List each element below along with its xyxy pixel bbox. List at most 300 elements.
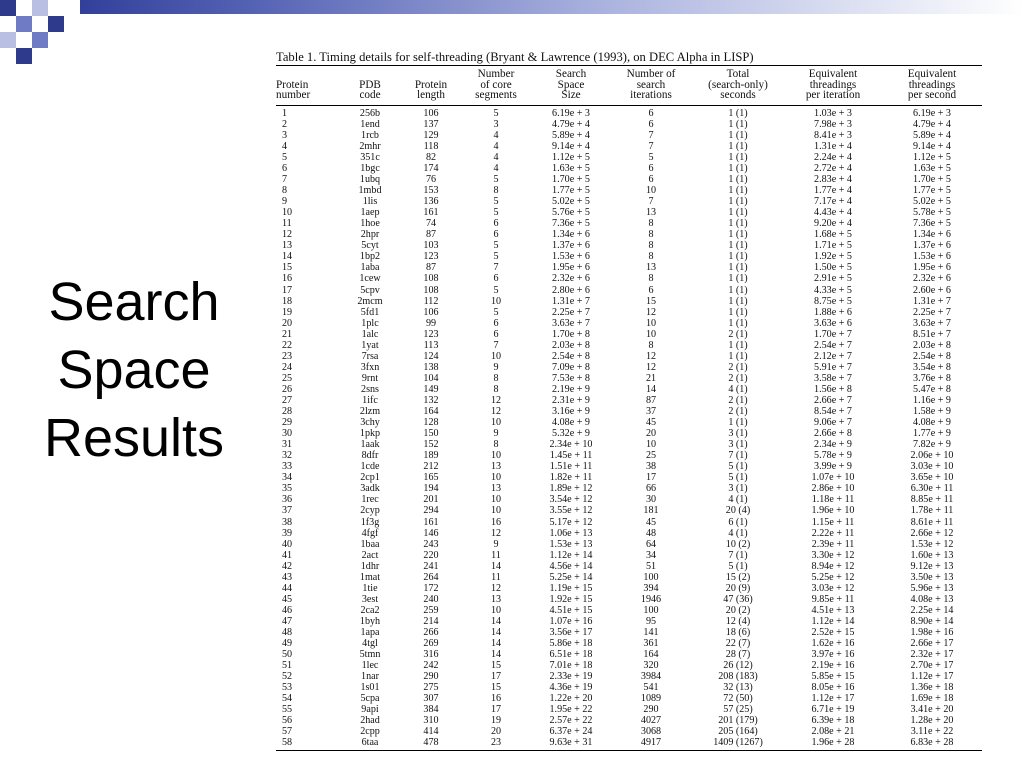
table-cell-protein-number: 51 [282, 660, 293, 672]
table-row [276, 395, 982, 406]
table-cell-total-seconds: 1 (1) [728, 339, 748, 351]
column-header-threadings-per-second [882, 66, 982, 105]
table-cell-threadings-per-iteration: 1.15e + 11 [811, 516, 855, 528]
table-cell-threadings-per-iteration: 1.96e + 10 [811, 505, 855, 517]
table-cell-protein-length: 275 [423, 682, 439, 694]
table-cell-protein-length: 172 [423, 582, 439, 594]
table-cell-threadings-per-iteration: 1.56e + 8 [814, 383, 852, 395]
table-cell-total-seconds: 1 (1) [728, 284, 748, 296]
table-cell-search-iterations: 320 [643, 660, 659, 672]
table-cell-protein-length: 212 [423, 461, 439, 473]
table-cell-protein-length: 194 [423, 483, 439, 495]
table-cell-core-segments: 10 [490, 350, 502, 362]
table-cell-search-space-size: 5.02e + 5 [552, 196, 590, 208]
table-cell-core-segments: 3 [493, 118, 499, 130]
table-cell-search-space-size: 1.95e + 22 [549, 704, 593, 716]
table-cell-protein-length: 269 [423, 638, 439, 650]
table-bottom-rule [276, 750, 982, 751]
table-cell-core-segments: 17 [490, 671, 502, 683]
table-cell-search-space-size: 1.95e + 6 [552, 262, 590, 274]
table-cell-protein-length: 165 [423, 472, 439, 484]
table-cell-core-segments: 16 [490, 693, 502, 705]
table-cell-pdb-code: 5tmn [359, 649, 381, 661]
table-cell-threadings-per-second: 2.70e + 17 [910, 660, 954, 672]
table-cell-protein-number: 40 [282, 538, 293, 550]
table-cell-protein-number: 31 [282, 439, 293, 451]
table-cell-threadings-per-iteration: 3.63e + 6 [814, 317, 852, 329]
table-cell-threadings-per-second: 5.47e + 8 [913, 383, 951, 395]
table-cell-pdb-code: 5cpa [360, 693, 380, 705]
table-cell-threadings-per-iteration: 1.03e + 3 [814, 107, 852, 119]
column-header-pdb-code [338, 66, 402, 105]
table-cell-protein-number: 39 [282, 527, 293, 539]
table-cell-search-iterations: 8 [648, 273, 654, 285]
table-cell-protein-length: 146 [423, 527, 439, 539]
table-cell-core-segments: 12 [490, 527, 502, 539]
table-cell-threadings-per-second: 9.12e + 13 [910, 560, 954, 572]
table-row [276, 417, 982, 428]
table-cell-threadings-per-iteration: 6.71e + 19 [811, 704, 855, 716]
table-cell-total-seconds: 7 (1) [728, 549, 748, 561]
table-cell-search-space-size: 3.54e + 12 [549, 494, 593, 506]
table-cell-pdb-code: 1cde [360, 461, 380, 473]
table-cell-search-space-size: 6.51e + 18 [549, 649, 593, 661]
table-cell-search-space-size: 6.37e + 24 [549, 726, 593, 738]
table-row [276, 318, 982, 329]
table-cell-protein-number: 22 [282, 339, 293, 351]
table-cell-threadings-per-iteration: 1.07e + 10 [811, 472, 855, 484]
table-cell-search-space-size: 1.07e + 16 [549, 615, 593, 627]
table-cell-protein-length: 103 [423, 240, 439, 252]
table-cell-threadings-per-iteration: 1.68e + 5 [814, 229, 852, 241]
table-cell-search-space-size: 2.54e + 8 [552, 350, 590, 362]
table-cell-threadings-per-second: 1.77e + 9 [913, 428, 951, 440]
table-cell-protein-length: 161 [423, 207, 439, 219]
table-cell-core-segments: 6 [493, 328, 499, 340]
table-cell-protein-length: 82 [425, 151, 437, 163]
table-row [276, 660, 982, 671]
table-cell-core-segments: 4 [493, 151, 499, 163]
table-cell-threadings-per-second: 3.54e + 8 [913, 361, 951, 373]
table-cell-search-space-size: 3.55e + 12 [549, 505, 593, 517]
table-row [276, 528, 982, 539]
table-cell-threadings-per-second: 8.85e + 11 [910, 494, 954, 506]
table-cell-protein-length: 106 [423, 107, 439, 119]
table-cell-total-seconds: 1 (1) [728, 185, 748, 197]
column-header-total-seconds [692, 66, 784, 105]
table-cell-search-space-size: 2.19e + 9 [552, 383, 590, 395]
table-cell-core-segments: 12 [490, 406, 502, 418]
table-cell-pdb-code: 8dfr [361, 450, 379, 462]
table-cell-threadings-per-second: 8.51e + 7 [913, 328, 951, 340]
table-row [276, 671, 982, 682]
table-cell-total-seconds: 201 (179) [718, 715, 758, 727]
table-cell-total-seconds: 2 (1) [728, 395, 748, 406]
table-cell-protein-number: 16 [282, 273, 293, 285]
table-cell-threadings-per-second: 1.70e + 5 [913, 174, 951, 186]
table-cell-pdb-code: 5cpv [360, 284, 380, 296]
table-row [276, 273, 982, 284]
table-cell-total-seconds: 1 (1) [728, 417, 748, 429]
table-cell-protein-length: 124 [423, 350, 439, 362]
column-header-line: (search-only) [708, 78, 768, 91]
table-cell-search-iterations: 45 [645, 417, 657, 429]
table-cell-pdb-code: 1lis [362, 196, 378, 208]
table-cell-threadings-per-iteration: 1.71e + 5 [814, 240, 852, 252]
table-cell-threadings-per-iteration: 2.52e + 15 [811, 626, 855, 638]
table-cell-protein-number: 6 [282, 163, 288, 175]
table-cell-threadings-per-iteration: 1.70e + 7 [814, 328, 852, 340]
table-cell-protein-number: 41 [282, 549, 293, 561]
table-cell-protein-length: 307 [423, 693, 439, 705]
table-cell-search-iterations: 21 [645, 372, 657, 384]
table-cell-threadings-per-iteration: 2.39e + 11 [811, 538, 855, 550]
table-cell-core-segments: 13 [490, 593, 502, 605]
table-cell-search-iterations: 100 [643, 604, 659, 616]
table-cell-threadings-per-second: 5.96e + 13 [910, 582, 954, 594]
table-cell-search-iterations: 48 [645, 527, 657, 539]
table-cell-protein-length: 108 [423, 284, 439, 296]
table-cell-search-iterations: 51 [645, 560, 657, 572]
table-cell-pdb-code: 2cp1 [360, 472, 380, 484]
table-cell-search-iterations: 87 [645, 395, 657, 406]
table-cell-search-space-size: 2.57e + 22 [549, 715, 593, 727]
table-cell-total-seconds: 1 (1) [728, 218, 748, 230]
table-cell-search-space-size: 5.32e + 9 [552, 428, 590, 440]
table-cell-search-space-size: 1.12e + 5 [552, 151, 590, 163]
table-cell-protein-length: 113 [423, 339, 439, 351]
table-cell-protein-number: 18 [282, 295, 293, 307]
table-cell-total-seconds: 12 (4) [725, 615, 751, 627]
table-cell-pdb-code: 1bp2 [359, 251, 381, 263]
table-cell-search-iterations: 6 [648, 284, 654, 296]
table-row [276, 119, 982, 130]
table-cell-threadings-per-iteration: 3.58e + 7 [814, 372, 852, 384]
table-cell-total-seconds: 4 (1) [728, 494, 748, 506]
table-cell-pdb-code: 2cpp [360, 726, 380, 738]
table-cell-protein-number: 36 [282, 494, 293, 506]
table-cell-total-seconds: 4 (1) [728, 527, 748, 539]
table-row [276, 682, 982, 693]
table-row [276, 583, 982, 594]
table-header-row [276, 66, 982, 105]
table-cell-protein-length: 108 [423, 273, 439, 285]
table-cell-pdb-code: 2mhr [359, 140, 381, 152]
column-header-line: Number [477, 68, 515, 80]
table-cell-threadings-per-second: 2.06e + 10 [910, 450, 954, 462]
table-cell-protein-number: 13 [282, 240, 293, 252]
table-cell-total-seconds: 1409 (1267) [713, 737, 763, 749]
table-cell-total-seconds: 1 (1) [728, 207, 748, 219]
table-cell-protein-length: 384 [423, 704, 439, 716]
table-cell-threadings-per-second: 3.63e + 7 [913, 317, 951, 329]
table-cell-pdb-code: 1bgc [360, 163, 380, 175]
table-cell-threadings-per-second: 4.79e + 4 [913, 118, 951, 130]
table-row [276, 296, 982, 307]
table-cell-total-seconds: 2 (1) [728, 328, 748, 340]
table-cell-pdb-code: 3est [361, 593, 379, 605]
table-cell-total-seconds: 47 (36) [723, 593, 753, 605]
column-header-line: segments [475, 89, 517, 102]
table-cell-threadings-per-second: 3.41e + 20 [910, 704, 954, 716]
column-header-line: Space [557, 78, 585, 91]
table-row [276, 218, 982, 229]
table-cell-search-space-size: 3.56e + 17 [549, 626, 593, 638]
table-row [276, 483, 982, 494]
table-cell-protein-length: 189 [423, 450, 439, 462]
table-cell-total-seconds: 22 (7) [725, 638, 751, 650]
table-cell-protein-number: 5 [282, 151, 288, 163]
table-cell-search-iterations: 7 [648, 140, 654, 152]
table-cell-search-iterations: 30 [645, 494, 657, 506]
table-cell-protein-length: 118 [423, 140, 439, 152]
table-cell-threadings-per-second: 1.95e + 6 [913, 262, 951, 274]
table-cell-core-segments: 14 [490, 626, 502, 638]
table-cell-total-seconds: 5 (1) [728, 560, 748, 572]
table-cell-search-space-size: 2.32e + 6 [552, 273, 590, 285]
table-cell-total-seconds: 1 (1) [728, 350, 748, 362]
table-cell-protein-length: 104 [423, 372, 439, 384]
table-cell-core-segments: 10 [490, 604, 502, 616]
table-cell-protein-length: 214 [423, 615, 439, 627]
table-cell-threadings-per-iteration: 5.78e + 9 [814, 450, 852, 462]
table-cell-total-seconds: 4 (1) [728, 383, 748, 395]
table-cell-protein-length: 316 [423, 649, 439, 661]
table-row [276, 605, 982, 616]
table-cell-protein-number: 25 [282, 372, 293, 384]
table-cell-search-iterations: 8 [648, 339, 654, 351]
table-cell-protein-number: 34 [282, 472, 293, 484]
table-cell-protein-length: 123 [423, 251, 439, 263]
table-cell-search-iterations: 10 [645, 439, 657, 451]
table-cell-search-iterations: 7 [648, 129, 654, 141]
table-cell-threadings-per-second: 8.61e + 11 [910, 516, 954, 528]
table-cell-protein-number: 26 [282, 383, 293, 395]
table-cell-search-space-size: 2.25e + 7 [552, 306, 590, 318]
table-cell-core-segments: 6 [493, 317, 499, 329]
column-header-line: threadings [809, 78, 857, 91]
table-cell-core-segments: 16 [490, 516, 502, 528]
table-cell-core-segments: 4 [493, 163, 499, 175]
table-cell-threadings-per-iteration: 2.08e + 21 [811, 726, 855, 738]
table-cell-pdb-code: 1s01 [360, 682, 380, 694]
table-cell-threadings-per-second: 1.16e + 9 [913, 395, 951, 406]
table-cell-protein-number: 48 [282, 626, 293, 638]
table-cell-pdb-code: 2had [360, 715, 380, 727]
table-cell-threadings-per-iteration: 8.94e + 12 [811, 560, 855, 572]
table-cell-search-iterations: 6 [648, 174, 654, 186]
table-cell-core-segments: 6 [493, 273, 499, 285]
table-cell-search-space-size: 4.56e + 14 [549, 560, 593, 572]
table-cell-pdb-code: 1lec [361, 660, 379, 672]
table-cell-protein-number: 12 [282, 229, 293, 241]
table-cell-search-space-size: 1.82e + 11 [549, 472, 593, 484]
table-row [276, 307, 982, 318]
table-cell-threadings-per-second: 6.30e + 11 [910, 483, 954, 495]
table-cell-threadings-per-second: 1.69e + 18 [910, 693, 954, 705]
table-cell-protein-number: 37 [282, 505, 293, 517]
table-cell-protein-length: 138 [423, 361, 439, 373]
table-row [276, 572, 982, 583]
table-cell-core-segments: 5 [493, 196, 499, 208]
table-cell-threadings-per-second: 1.53e + 6 [913, 251, 951, 263]
table-cell-total-seconds: 20 (4) [725, 505, 751, 517]
table-cell-protein-length: 152 [423, 439, 439, 451]
table-cell-search-space-size: 1.77e + 5 [552, 185, 590, 197]
table-cell-pdb-code: 7rsa [361, 350, 379, 362]
table-cell-total-seconds: 3 (1) [728, 428, 748, 440]
table-cell-threadings-per-iteration: 2.54e + 7 [814, 339, 852, 351]
table-cell-core-segments: 10 [490, 450, 502, 462]
table-cell-search-space-size: 1.70e + 8 [552, 328, 590, 340]
table-cell-core-segments: 8 [493, 383, 499, 395]
table-cell-search-iterations: 100 [643, 571, 659, 583]
table-row [276, 550, 982, 561]
table-cell-protein-number: 57 [282, 726, 293, 738]
table-cell-total-seconds: 20 (2) [725, 604, 751, 616]
table-cell-total-seconds: 6 (1) [728, 516, 748, 528]
table-cell-protein-length: 266 [423, 626, 439, 638]
table-cell-pdb-code: 1mat [359, 571, 381, 583]
table-cell-threadings-per-second: 3.11e + 22 [910, 726, 954, 738]
table-cell-threadings-per-iteration: 2.19e + 16 [811, 660, 855, 672]
table-cell-threadings-per-second: 7.82e + 9 [913, 439, 951, 451]
table-cell-total-seconds: 1 (1) [728, 240, 748, 252]
slide-title-line: Space [57, 340, 211, 400]
table-cell-threadings-per-second: 1.58e + 9 [913, 406, 951, 418]
table-cell-pdb-code: 1byh [359, 615, 381, 627]
table-cell-core-segments: 8 [493, 439, 499, 451]
table-cell-pdb-code: 1ubq [359, 174, 381, 186]
table-cell-threadings-per-iteration: 9.85e + 11 [811, 593, 855, 605]
table-cell-total-seconds: 208 (183) [718, 671, 758, 683]
table-cell-pdb-code: 9api [361, 704, 379, 716]
table-cell-threadings-per-second: 2.32e + 6 [913, 273, 951, 285]
table-row [276, 152, 982, 163]
table-cell-search-iterations: 14 [645, 383, 657, 395]
slide-title-line: Search [48, 272, 220, 332]
table-cell-core-segments: 10 [490, 472, 502, 484]
table-cell-protein-number: 35 [282, 483, 293, 495]
table-cell-core-segments: 7 [493, 262, 499, 274]
table-cell-threadings-per-iteration: 2.22e + 11 [811, 527, 855, 539]
table-cell-threadings-per-iteration: 4.43e + 4 [814, 207, 852, 219]
table-cell-total-seconds: 20 (9) [725, 582, 751, 594]
table-cell-threadings-per-iteration: 1.12e + 14 [811, 615, 855, 627]
table-cell-search-iterations: 1946 [640, 593, 662, 605]
column-header-line: per iteration [805, 89, 861, 102]
table-cell-pdb-code: 1rcb [361, 129, 379, 141]
table-cell-threadings-per-iteration: 7.98e + 3 [814, 118, 852, 130]
table-row [276, 141, 982, 152]
table-cell-threadings-per-iteration: 2.72e + 4 [814, 163, 852, 175]
table-cell-search-space-size: 1.37e + 6 [552, 240, 590, 252]
table-cell-core-segments: 9 [493, 428, 499, 440]
table-cell-search-space-size: 2.80e + 6 [552, 284, 590, 296]
table-row [276, 505, 982, 516]
table-cell-protein-number: 50 [282, 649, 293, 661]
table-cell-search-iterations: 394 [643, 582, 659, 594]
table-cell-search-iterations: 12 [645, 306, 657, 318]
table-cell-pdb-code: 1hoe [360, 218, 380, 230]
table-cell-core-segments: 12 [490, 395, 502, 406]
table-cell-total-seconds: 1 (1) [728, 251, 748, 263]
table-cell-search-iterations: 6 [648, 163, 654, 175]
table-cell-search-iterations: 8 [648, 229, 654, 241]
column-header-line: number [276, 89, 311, 102]
table-cell-total-seconds: 32 (13) [723, 682, 753, 694]
table-cell-core-segments: 4 [493, 129, 499, 141]
table-cell-protein-length: 123 [423, 328, 439, 340]
table-cell-protein-number: 17 [282, 284, 293, 296]
table-cell-pdb-code: 2sns [361, 383, 379, 395]
table-cell-threadings-per-iteration: 8.41e + 3 [814, 129, 852, 141]
table-cell-pdb-code: 2cyp [360, 505, 380, 517]
table-cell-threadings-per-second: 3.50e + 13 [910, 571, 954, 583]
table-cell-search-iterations: 10 [645, 317, 657, 329]
table-cell-total-seconds: 7 (1) [728, 450, 748, 462]
table-cell-threadings-per-second: 5.89e + 4 [913, 129, 951, 141]
table-cell-search-iterations: 15 [645, 295, 657, 307]
table-cell-threadings-per-iteration: 3.97e + 16 [811, 649, 855, 661]
table-cell-threadings-per-iteration: 6.39e + 18 [811, 715, 855, 727]
table-cell-threadings-per-iteration: 1.62e + 16 [811, 638, 855, 650]
column-header-threadings-per-iteration [784, 66, 882, 105]
table-row [276, 251, 982, 262]
table-cell-protein-number: 30 [282, 428, 293, 440]
table-row [276, 196, 982, 207]
table-cell-search-space-size: 3.16e + 9 [552, 406, 590, 418]
table-cell-protein-number: 32 [282, 450, 293, 462]
table-cell-threadings-per-iteration: 2.24e + 4 [814, 151, 852, 163]
table-cell-core-segments: 10 [490, 417, 502, 429]
column-header-line: iterations [630, 89, 672, 102]
table-cell-threadings-per-second: 2.54e + 8 [913, 350, 951, 362]
table-cell-search-iterations: 10 [645, 185, 657, 197]
table-cell-protein-length: 414 [423, 726, 439, 738]
table-cell-pdb-code: 3adk [360, 483, 380, 495]
table-cell-pdb-code: 1aep [360, 207, 380, 219]
column-header-line: threadings [908, 78, 956, 91]
table-cell-search-iterations: 5 [648, 151, 654, 163]
table-cell-pdb-code: 2ca2 [360, 604, 380, 616]
table-caption: Table 1. Timing details for self-threading (Bryant & Lawrence (1993), on DEC Alpha in LISP) [276, 50, 754, 64]
table-cell-core-segments: 13 [490, 483, 502, 495]
table-cell-total-seconds: 1 (1) [728, 174, 748, 186]
table-cell-search-space-size: 1.51e + 11 [549, 461, 593, 473]
table-cell-threadings-per-second: 1.12e + 5 [913, 151, 951, 163]
table-cell-search-space-size: 1.31e + 7 [552, 295, 590, 307]
table-cell-search-space-size: 1.12e + 14 [549, 549, 593, 561]
table-row [276, 704, 982, 715]
table-cell-search-iterations: 20 [645, 428, 657, 440]
table-cell-protein-number: 4 [282, 140, 288, 152]
table-cell-total-seconds: 57 (25) [723, 704, 753, 716]
column-header-line: Protein [414, 78, 448, 91]
column-header-line: Search [555, 68, 587, 80]
table-cell-threadings-per-second: 5.02e + 5 [913, 196, 951, 208]
table-cell-threadings-per-iteration: 9.06e + 7 [814, 417, 852, 429]
table-cell-protein-length: 241 [423, 560, 439, 572]
table-cell-protein-number: 54 [282, 693, 293, 705]
table-cell-threadings-per-second: 6.83e + 28 [910, 737, 954, 749]
table-cell-pdb-code: 1aak [360, 439, 380, 451]
table-cell-total-seconds: 28 (7) [725, 649, 751, 661]
table-row [276, 539, 982, 550]
table-cell-protein-length: 112 [423, 295, 439, 307]
table-cell-search-space-size: 7.09e + 8 [552, 361, 590, 373]
table-cell-threadings-per-iteration: 5.85e + 15 [811, 671, 855, 683]
